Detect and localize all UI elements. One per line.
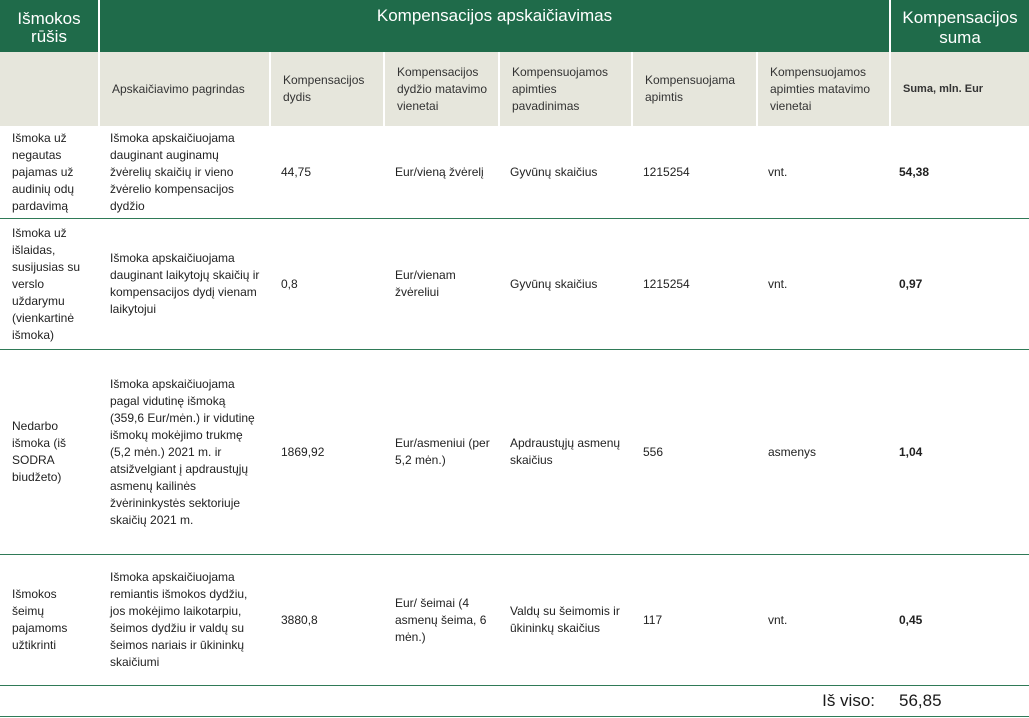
cell-sum: 54,38	[889, 126, 1029, 219]
cell-scope-name: Apdraustųjų asmenų skaičius	[498, 350, 631, 555]
cell-scope: 556	[631, 350, 756, 555]
cell-scope: 1215254	[631, 126, 756, 219]
cell-basis: Išmoka apskaičiuojama dauginant auginamų žvėrelių skaičių ir vieno žvėrelio kompensacijos dydžio	[98, 126, 269, 219]
table-row	[0, 350, 1029, 555]
subheader-scope-text: Kompensuojama apimtis	[645, 73, 736, 104]
cell-scope-name: Valdų su šeimomis ir ūkininkų skaičius	[498, 555, 631, 686]
header-calculation	[98, 0, 889, 52]
subheader-empty	[0, 52, 98, 126]
cell-basis: Išmoka apskaičiuojama dauginant laikytojų skaičių ir kompensacijos dydį vienam laikytojui	[98, 219, 269, 350]
subheader-row	[0, 52, 1029, 126]
cell-unit: Eur/asmeniui (per 5,2 mėn.)	[383, 350, 498, 555]
subheader-basis-text: Apskaičiavimo pagrindas	[112, 81, 245, 96]
subheader-sum	[889, 52, 1029, 126]
cell-scope: 1215254	[631, 219, 756, 350]
cell-benefit-type: Išmoka už negautas pajamas už audinių odų pardavimą	[0, 126, 98, 219]
subheader-scope-unit-text: Kompensuojamos apimties matavimo vienetai	[770, 64, 871, 113]
header-benefit-type	[0, 0, 98, 52]
cell-amount: 0,8	[269, 219, 383, 350]
cell-benefit-type: Išmokos šeimų pajamoms užtikrinti	[0, 555, 98, 686]
subheader-unit	[383, 52, 498, 126]
cell-scope-unit: asmenys	[756, 350, 889, 555]
header-row	[0, 0, 1029, 52]
cell-sum: 1,04	[889, 350, 1029, 555]
table-bottom-line	[0, 716, 1029, 717]
cell-scope-unit: vnt.	[756, 555, 889, 686]
cell-scope: 117	[631, 555, 756, 686]
total-row	[0, 686, 1029, 716]
subheader-scope-name-text: Kompensuojamos apimties pavadinimas	[512, 64, 609, 113]
cell-scope-name: Gyvūnų skaičius	[498, 126, 631, 219]
header-compensation-sum	[889, 0, 1029, 52]
total-label: Iš viso:	[822, 691, 875, 710]
cell-unit: Eur/vienam žvėreliui	[383, 219, 498, 350]
table-row	[0, 219, 1029, 350]
cell-benefit-type: Išmoka už išlaidas, susijusias su verslo uždarymu (vienkartinė išmoka)	[0, 219, 98, 350]
cell-unit: Eur/ šeimai (4 asmenų šeima, 6 mėn.)	[383, 555, 498, 686]
subheader-amount	[269, 52, 383, 126]
cell-basis: Išmoka apskaičiuojama pagal vidutinę išmoką (359,6 Eur/mėn.) ir vidutinę išmokų mokėjimo trukmę (5,2 mėn.) 2021 m. ir atsižvelgiant į apdraustųjų asmenų kailinės žvėrininkystės sektoriuje skaičių 2021 m.	[98, 350, 269, 555]
cell-unit: Eur/vieną žvėrelį	[383, 126, 498, 219]
table-row	[0, 555, 1029, 686]
header-benefit-type-text: Išmokos rūšis	[17, 9, 81, 46]
cell-amount: 44,75	[269, 126, 383, 219]
subheader-sum-text: Suma, mln. Eur	[903, 82, 984, 95]
subheader-scope	[631, 52, 756, 126]
cell-amount: 3880,8	[269, 555, 383, 686]
subheader-amount-text: Kompensacijos dydis	[283, 73, 365, 104]
subheader-scope-unit	[756, 52, 889, 126]
header-calculation-text: Kompensacijos apskaičiavimas	[376, 6, 613, 25]
header-compensation-sum-text: Kompensacijos suma	[902, 8, 1018, 47]
subheader-basis	[98, 52, 269, 126]
subheader-scope-name	[498, 52, 631, 126]
cell-scope-name: Gyvūnų skaičius	[498, 219, 631, 350]
cell-scope-unit: vnt.	[756, 126, 889, 219]
table-row	[0, 126, 1029, 219]
cell-benefit-type: Nedarbo išmoka (iš SODRA biudžeto)	[0, 350, 98, 555]
cell-sum: 0,45	[889, 555, 1029, 686]
cell-scope-unit: vnt.	[756, 219, 889, 350]
cell-basis: Išmoka apskaičiuojama remiantis išmokos dydžiu, jos mokėjimo laikotarpiu, šeimos dydžiu ir valdų su šeimos nariais ir ūkininkų skaičiumi	[98, 555, 269, 686]
cell-sum: 0,97	[889, 219, 1029, 350]
cell-amount: 1869,92	[269, 350, 383, 555]
subheader-unit-text: Kompensacijos dydžio matavimo vienetai	[397, 64, 488, 113]
total-value: 56,85	[899, 691, 942, 710]
